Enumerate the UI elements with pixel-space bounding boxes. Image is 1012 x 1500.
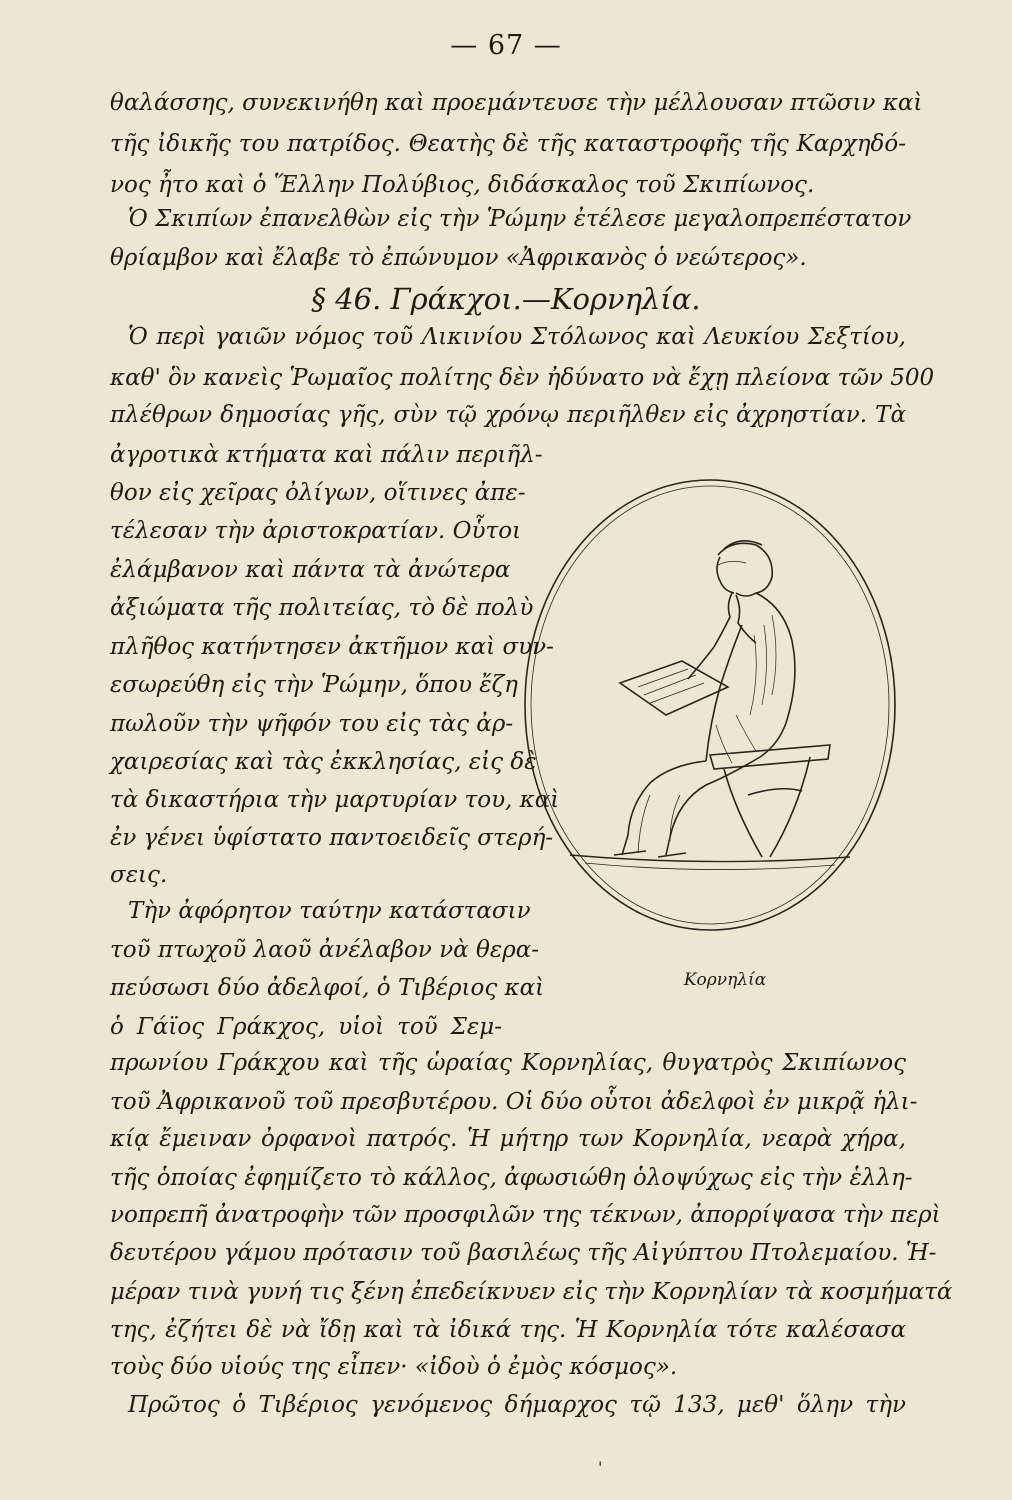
stool-leg [770, 757, 810, 857]
stray-mark: ' [598, 1458, 603, 1477]
figure-caption: Κορνηλία [683, 970, 767, 990]
text-line: θαλάσσης, συνεκινήθη καὶ προεμάντευσε τὴν μέλλουσαν πτῶσιν καὶ [110, 90, 923, 116]
text-line: πωλοῦν τὴν ψῆφόν του εἰς τὰς ἀρ- [110, 711, 514, 737]
text-line: νοπρεπῆ ἀνατροφὴν τῶν προσφιλῶν της τέκνων, ἀπορρίψασα τὴν περὶ [110, 1202, 941, 1228]
text-line: κίᾳ ἔμειναν ὀρφανοὶ πατρός. Ἡ μήτηρ των Κορνηλία, νεαρὰ χήρα, [110, 1126, 906, 1152]
text-line: τοὺς δύο υἱούς της εἶπεν· «ἰδοὺ ὁ ἐμὸς κόσμος». [110, 1354, 678, 1380]
text-line: τοῦ Ἀφρικανοῦ τοῦ πρεσβυτέρου. Οἱ δύο οὗτοι ἀδελφοὶ ἐν μικρᾷ ἡλι- [110, 1089, 918, 1115]
figure-legs [622, 761, 706, 855]
oval-frame [525, 480, 895, 930]
text-line: Τὴν ἀφόρητον ταύτην κατάστασιν [128, 898, 531, 924]
text-line: καθ' ὃν κανεὶς Ῥωμαῖος πολίτης δὲν ἠδύνατο νὰ ἔχῃ πλείονα τῶν 500 [110, 365, 935, 391]
text-line: ἐν γένει ὑφίστατο παντοειδεῖς στερή- [110, 825, 554, 851]
figure-back [756, 593, 795, 757]
ground-line [570, 855, 850, 862]
page-number: — 67 — [450, 30, 562, 61]
text-line: ὁ Γάϊος Γράκχος, υἱοὶ τοῦ Σεμ- [110, 1014, 502, 1040]
text-line: τέλεσαν τὴν ἀριστοκρατίαν. Οὗτοι [110, 518, 522, 544]
stool-leg [724, 769, 762, 857]
text-line: θον εἰς χεῖρας ὀλίγων, οἵτινες ἀπε- [110, 480, 526, 506]
text-line: πρωνίου Γράκχου καὶ τῆς ὡραίας Κορνηλίας, θυγατρὸς Σκιπίωνος [110, 1050, 906, 1076]
text-line: ἀξιώματα τῆς πολιτείας, τὸ δὲ πολὺ [110, 595, 534, 621]
text-line: τὰ δικαστήρια τὴν μαρτυρίαν του, καὶ [110, 787, 560, 813]
cornelia-illustration [510, 465, 910, 990]
text-line: δευτέρου γάμου πρότασιν τοῦ βασιλέως τῆς Αἰγύπτου Πτολεμαίου. Ἡ- [110, 1240, 937, 1266]
book [620, 661, 728, 715]
text-line: πεύσωσι δύο ἀδελφοί, ὁ Τιβέριος καὶ [110, 975, 545, 1001]
figure-arm [714, 593, 732, 647]
figure-head [718, 543, 772, 596]
text-line: ἐλάμβανον καὶ πάντα τὰ ἀνώτερα [110, 557, 511, 583]
text-line: πλέθρων δημοσίας γῆς, σὺν τῷ χρόνῳ περιῆλθεν εἰς ἀχρηστίαν. Τὰ [110, 402, 906, 428]
text-line: τοῦ πτωχοῦ λαοῦ ἀνέλαβον νὰ θερα- [110, 937, 540, 963]
text-line: σεις. [110, 862, 168, 888]
text-line: Ὁ Σκιπίων ἐπανελθὼν εἰς τὴν Ῥώμην ἐτέλεσε μεγαλοπρεπέστατον [128, 206, 912, 232]
text-line: μέραν τινὰ γυνή τις ξένη ἐπεδείκνυεν εἰς τὴν Κορνηλίαν τὰ κοσμήματά [110, 1279, 953, 1305]
section-heading: § 46. Γράκχοι.—Κορνηλία. [311, 282, 701, 316]
text-line: εσωρεύθη εἰς τὴν Ῥώμην, ὅπου ἔζη [110, 672, 518, 698]
text-line: τῆς ὁποίας ἐφημίζετο τὸ κάλλος, ἀφωσιώθη ὁλοψύχως εἰς τὴν ἑλλη- [110, 1165, 913, 1191]
text-line: Πρῶτος ὁ Τιβέριος γενόμενος δήμαρχος τῷ 133, μεθ' ὅλην τὴν [128, 1392, 906, 1418]
text-line: νος ἦτο καὶ ὁ Ἕλλην Πολύβιος, διδάσκαλος τοῦ Σκιπίωνος. [110, 172, 815, 198]
text-line: της, ἐζήτει δὲ νὰ ἴδῃ καὶ τὰ ἰδικά της. Ἡ Κορνηλία τότε καλέσασα [110, 1317, 906, 1343]
text-line: ἀγροτικὰ κτήματα καὶ πάλιν περιῆλ- [110, 442, 543, 468]
text-line: χαιρεσίας καὶ τὰς ἐκκλησίας, εἰς δὲ [110, 749, 537, 775]
text-line: θρίαμβον καὶ ἔλαβε τὸ ἐπώνυμον «Ἀφρικανὸς ὁ νεώτερος». [110, 245, 807, 271]
text-line: πλῆθος κατήντησεν ἀκτῆμον καὶ συν- [110, 634, 554, 660]
text-line: τῆς ἰδικῆς του πατρίδος. Θεατὴς δὲ τῆς καταστροφῆς τῆς Καρχηδό- [110, 131, 906, 157]
text-line: Ὁ περὶ γαιῶν νόμος τοῦ Λικινίου Στόλωνος καὶ Λευκίου Σεξτίου, [128, 324, 906, 350]
